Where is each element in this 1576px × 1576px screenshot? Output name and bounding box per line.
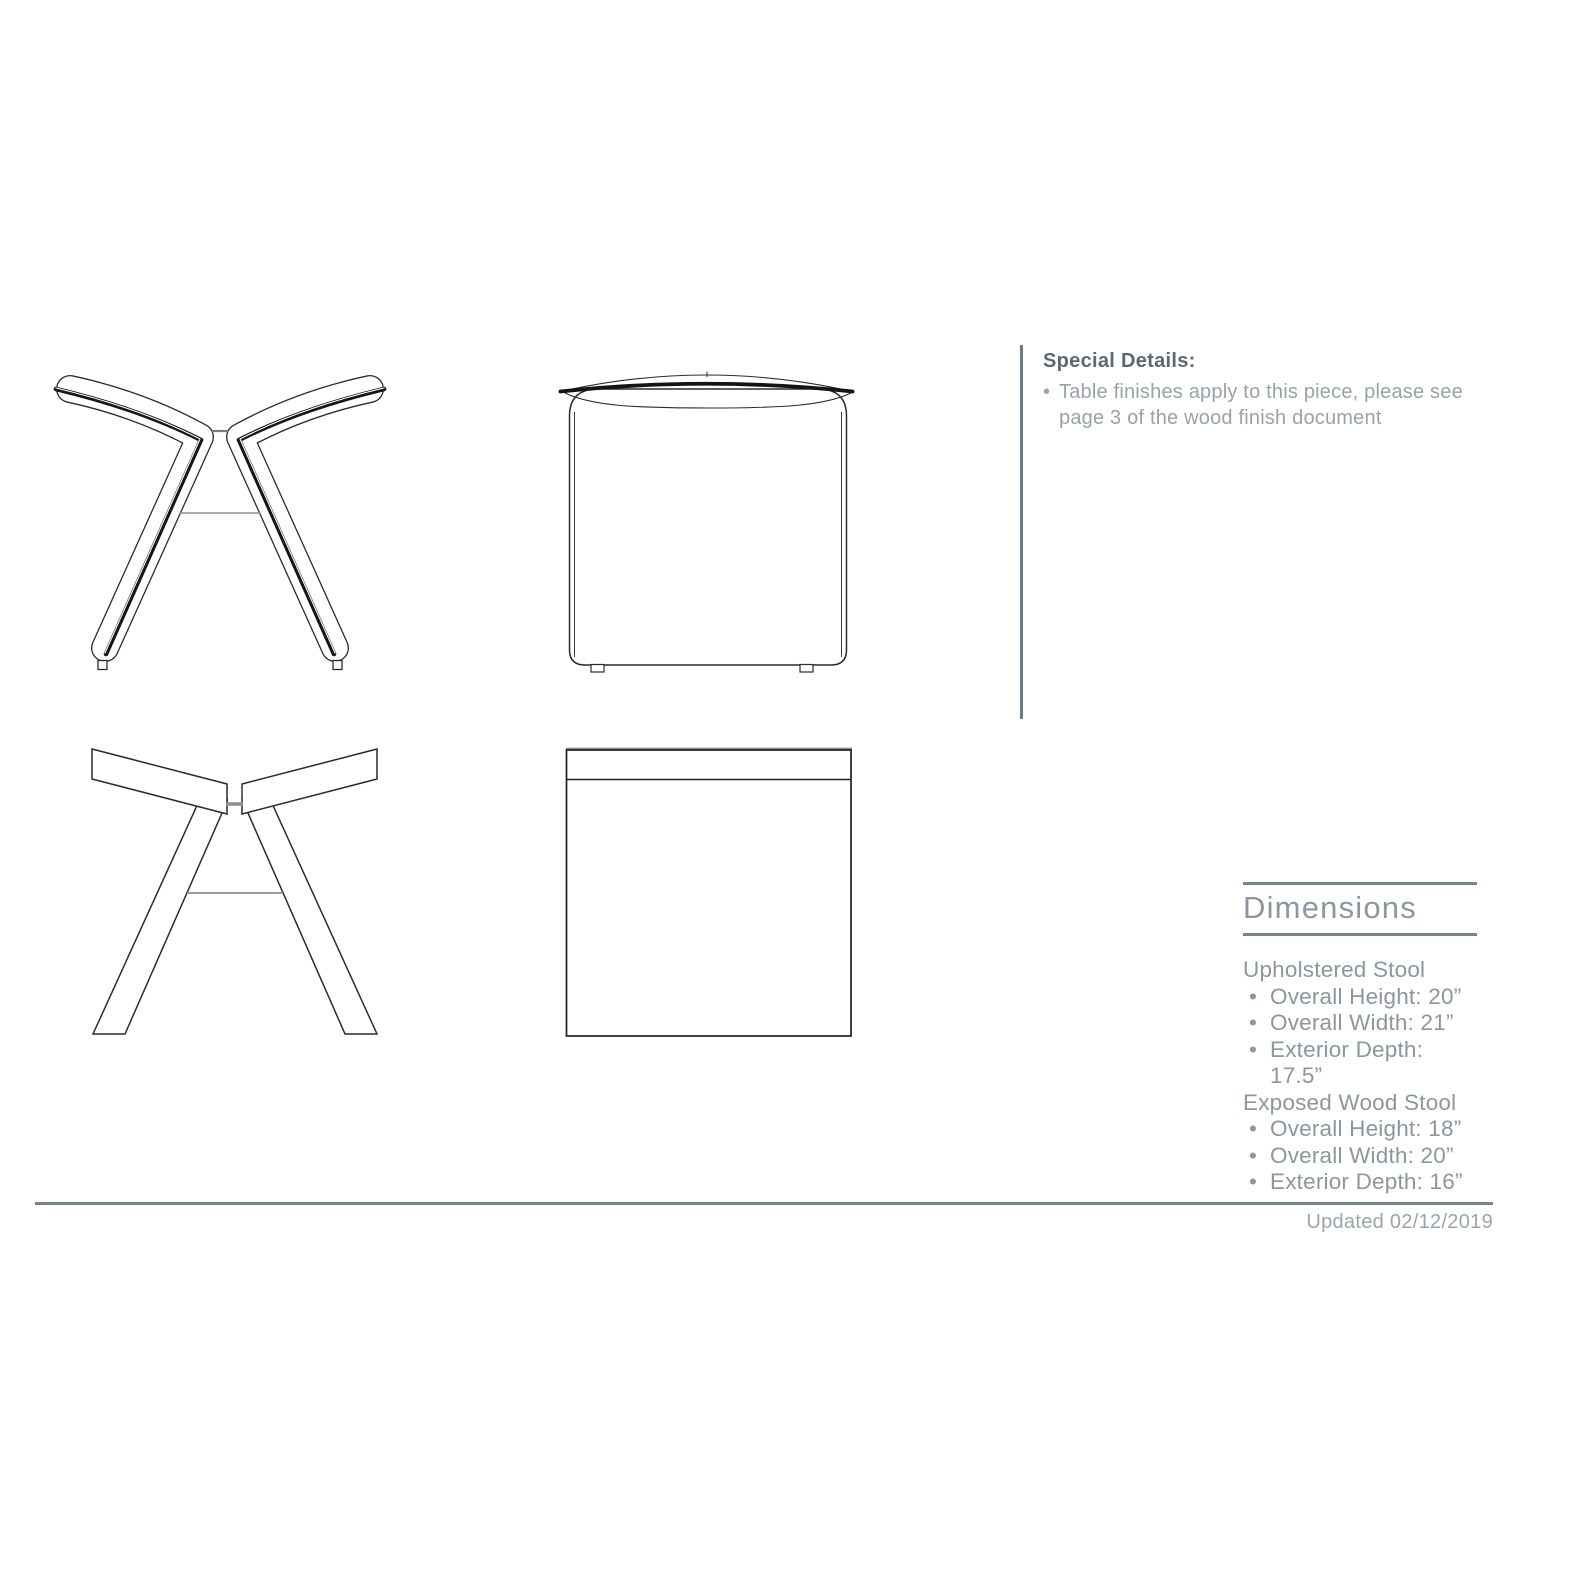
list-item <box>1243 1143 1477 1170</box>
drawing-exposed-wood-stool-side-view <box>40 360 400 680</box>
list-item <box>1243 1037 1477 1090</box>
dimensions-section <box>1243 882 1477 1196</box>
vertical-divider <box>1020 345 1023 719</box>
list-item <box>1243 1116 1477 1143</box>
left-foot-glide <box>98 661 107 670</box>
stool-body-outline <box>567 750 852 1036</box>
list-item <box>1243 1010 1477 1037</box>
left-foot-glide <box>591 665 604 673</box>
dimension-item: Overall Width: 21” <box>1270 1010 1454 1035</box>
footer-rule <box>35 1202 1493 1205</box>
dimension-item: Overall Height: 18” <box>1270 1116 1462 1141</box>
dimensions-underline <box>1243 933 1477 936</box>
drawing-exposed-wood-stool-front-view <box>60 720 400 1060</box>
right-seat-slat <box>242 749 377 814</box>
drawing-upholstered-stool-front-view <box>540 720 860 1040</box>
bullet-marker: • <box>1249 1169 1258 1194</box>
special-details-title: Special Details: <box>1043 350 1196 372</box>
left-leg <box>93 788 233 1034</box>
right-leg <box>237 788 377 1034</box>
list-item <box>1243 984 1477 1011</box>
dimension-group-name: Upholstered Stool <box>1243 957 1426 982</box>
dimensions-list <box>1243 957 1477 1196</box>
dimension-group-name: Exposed Wood Stool <box>1243 1089 1457 1115</box>
bullet-marker: • <box>1249 1010 1258 1035</box>
left-seat-slat <box>92 749 227 814</box>
dimension-item: Exterior Depth: 17.5” <box>1270 1036 1424 1088</box>
bullet-marker: • <box>1249 1142 1258 1168</box>
bullet-marker: • <box>1249 983 1258 1009</box>
list-item <box>1243 1169 1477 1196</box>
bullet-marker: • <box>1249 1116 1258 1141</box>
dimension-item: Overall Width: 20” <box>1270 1142 1454 1168</box>
right-foot-glide <box>800 665 813 673</box>
right-foot-glide <box>333 661 342 670</box>
updated-date: Updated 02/12/2019 <box>1306 1211 1493 1233</box>
bullet-marker: • <box>1249 1036 1258 1062</box>
upholstered-body <box>570 389 847 665</box>
special-details-text: Table finishes apply to this piece, please see page 3 of the wood finish document <box>1059 381 1463 429</box>
special-details-section <box>1043 350 1513 431</box>
dimension-item: Overall Height: 20” <box>1270 983 1462 1009</box>
drawing-upholstered-stool-side-view <box>540 360 860 680</box>
dimension-item: Exterior Depth: 16” <box>1270 1169 1463 1194</box>
bullet-marker: • <box>1043 381 1051 403</box>
dimensions-heading: Dimensions <box>1243 890 1417 925</box>
